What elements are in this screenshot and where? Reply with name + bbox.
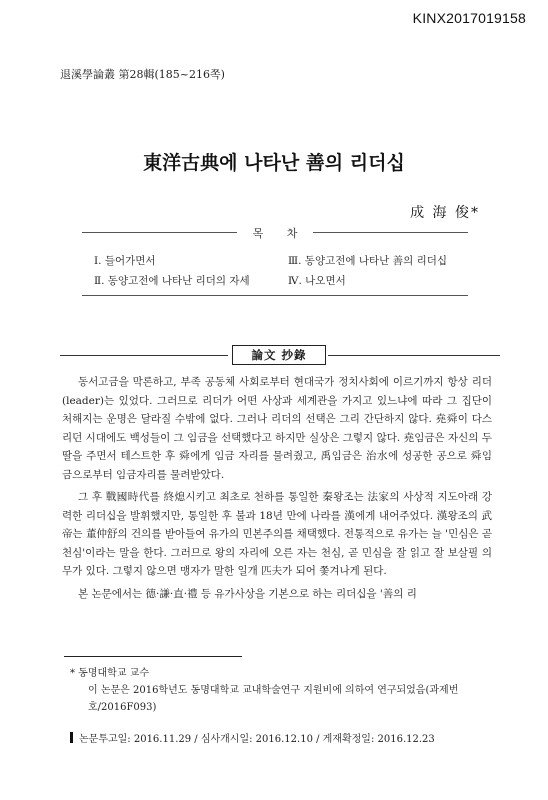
footnote-funding: 이 논문은 2016학년도 동명대학교 교내학술연구 지원비에 의하여 연구되었음(과제번호/2016F093)	[88, 685, 459, 713]
footnote-dates-row	[70, 730, 435, 745]
journal-header: 退溪學論叢 第28輯(185~216쪽)	[60, 68, 225, 81]
paragraph-1: 동서고금을 막론하고, 부족 공동체 사회로부터 현대국가 정치사회에 이르기까지 항상 리더(leader)는 있었다. 그러므로 리더가 어떤 사상과 세계관을 가지고 있느냐에 따라 그 집단이 처해지는 운명은 달라질 수밖에 없다. 그러나 리더의 선택은 그리 간단하지 않다. 堯舜이 다스리던 시대에도 백성들이 그 임금을 선택했다고 하지만 실상은 그렇지 않다. 堯임금은 자신의 두 딸을 주면서 테스트한 후 舜에게 임금 자리를 물려줬고, 禹임금은 治水에 성공한 공으로 舜임금으로부터 임금자리를 물려받았다.	[62, 376, 492, 481]
abstract-rule-right	[328, 355, 500, 356]
page-title: 東洋古典에 나타난 善의 리더십	[143, 152, 405, 174]
toc-item-4: Ⅳ. 나오면서	[288, 275, 346, 287]
abstract-heading-row	[60, 345, 500, 365]
paragraph-3: 본 논문에서는 德·謙·直·禮 등 유가사상을 기본으로 하는 리더십을 '善의 리	[78, 587, 417, 600]
toc-item-2: Ⅱ. 동양고전에 나타난 리더의 자세	[94, 275, 250, 287]
marker-bar	[70, 732, 73, 743]
footnote-dates: 논문투고일: 2016.11.29 / 심사개시일: 2016.12.10 / 게재확정일: 2016.12.23	[79, 734, 435, 745]
abstract-rule-left	[60, 355, 228, 356]
abstract-body	[62, 373, 492, 607]
table-of-contents	[82, 227, 468, 296]
author-name: 成 海 俊*	[410, 205, 480, 221]
toc-heading-wrap	[82, 225, 468, 241]
document-id: KINX2017019158	[412, 10, 526, 26]
toc-heading: 목 차	[237, 227, 314, 240]
toc-item-3: Ⅲ. 동양고전에 나타난 善의 리더십	[288, 255, 448, 267]
toc-item-1: Ⅰ. 들어가면서	[94, 255, 156, 267]
footnote-divider	[64, 656, 242, 657]
paragraph-2: 그 후 戰國時代를 終熄시키고 최초로 천하를 통일한 秦왕조는 法家의 사상적 지도아래 강력한 리더십을 발휘했지만, 통일한 후 불과 18년 만에 나라를 漢에게 내어주었다. 漢왕조의 武帝는 董仲舒의 건의를 받아들여 유가의 민본주의를 채택했다. 전통적으로 유가는 늘 '민심은 곧 천심'이라는 말을 한다. 그러므로 왕의 자리에 오른 자는 천심, 곧 민심을 잘 읽고 잘 보살필 의무가 있다. 그렇지 않으면 맹자가 말한 일개 匹夫가 되어 쫓겨나게 된다.	[62, 491, 492, 577]
footnote-affiliation: * 동명대학교 교수	[70, 668, 149, 679]
abstract-heading: 論文 抄錄	[232, 345, 326, 365]
